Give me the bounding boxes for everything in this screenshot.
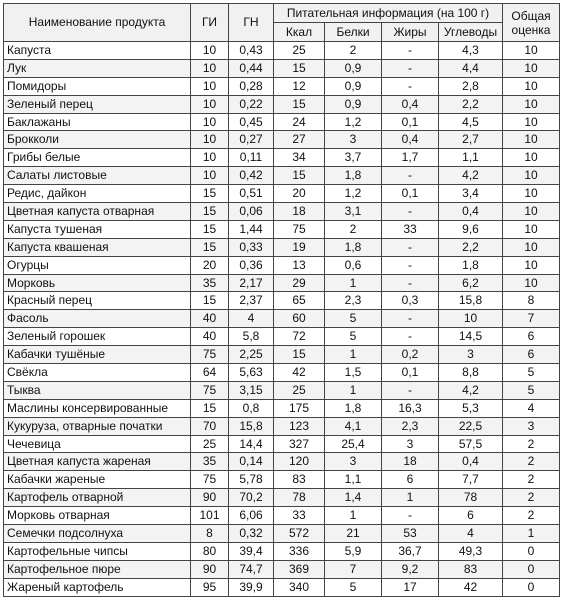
table-row	[4, 417, 560, 435]
cell-protein: 4,1	[325, 417, 382, 435]
table-body	[4, 42, 560, 597]
cell-fat: 0,2	[382, 346, 439, 364]
cell-score: 2	[503, 453, 560, 471]
cell-product-name: Картофель отварной	[4, 489, 191, 507]
table-row	[4, 77, 560, 95]
cell-score: 10	[503, 256, 560, 274]
cell-fat: 3	[382, 435, 439, 453]
cell-gi: 40	[191, 328, 229, 346]
cell-gn: 0,43	[229, 42, 274, 60]
cell-kcal: 24	[274, 113, 325, 131]
cell-gn: 39,9	[229, 578, 274, 596]
cell-gn: 70,2	[229, 489, 274, 507]
table-row	[4, 149, 560, 167]
cell-product-name: Цветная капуста жареная	[4, 453, 191, 471]
cell-score: 5	[503, 364, 560, 382]
cell-fat: -	[382, 274, 439, 292]
cell-fat: -	[382, 59, 439, 77]
cell-protein: 21	[325, 525, 382, 543]
cell-product-name: Кукуруза, отварные початки	[4, 417, 191, 435]
cell-gn: 74,7	[229, 560, 274, 578]
cell-score: 2	[503, 471, 560, 489]
cell-kcal: 336	[274, 542, 325, 560]
cell-kcal: 25	[274, 42, 325, 60]
cell-carbs: 14,5	[439, 328, 503, 346]
cell-protein: 1,2	[325, 113, 382, 131]
cell-gn: 0,32	[229, 525, 274, 543]
table-row	[4, 131, 560, 149]
cell-product-name: Помидоры	[4, 77, 191, 95]
cell-protein: 5,9	[325, 542, 382, 560]
cell-gn: 5,63	[229, 364, 274, 382]
cell-gn: 14,4	[229, 435, 274, 453]
cell-kcal: 123	[274, 417, 325, 435]
cell-score: 0	[503, 542, 560, 560]
table-row	[4, 346, 560, 364]
cell-kcal: 78	[274, 489, 325, 507]
cell-fat: 0,3	[382, 292, 439, 310]
cell-carbs: 2,2	[439, 238, 503, 256]
cell-gn: 39,4	[229, 542, 274, 560]
cell-fat: -	[382, 238, 439, 256]
cell-fat: -	[382, 310, 439, 328]
table-row	[4, 59, 560, 77]
nutrition-table-container	[3, 3, 560, 597]
cell-gn: 0,51	[229, 185, 274, 203]
table-row	[4, 525, 560, 543]
cell-gn: 4	[229, 310, 274, 328]
header-product: Наименование продукта	[4, 4, 191, 42]
cell-protein: 2	[325, 220, 382, 238]
cell-gi: 15	[191, 203, 229, 221]
cell-score: 6	[503, 328, 560, 346]
cell-gi: 15	[191, 238, 229, 256]
cell-gi: 25	[191, 435, 229, 453]
cell-gi: 10	[191, 167, 229, 185]
cell-score: 1	[503, 525, 560, 543]
cell-gi: 20	[191, 256, 229, 274]
cell-product-name: Лук	[4, 59, 191, 77]
cell-score: 2	[503, 435, 560, 453]
table-row	[4, 310, 560, 328]
header-gi: ГИ	[191, 4, 229, 42]
cell-gi: 10	[191, 77, 229, 95]
cell-gi: 10	[191, 149, 229, 167]
cell-gn: 0,36	[229, 256, 274, 274]
cell-kcal: 15	[274, 167, 325, 185]
cell-gi: 75	[191, 471, 229, 489]
cell-score: 10	[503, 220, 560, 238]
cell-kcal: 12	[274, 77, 325, 95]
cell-carbs: 22,5	[439, 417, 503, 435]
cell-kcal: 25	[274, 381, 325, 399]
cell-gn: 0,22	[229, 95, 274, 113]
cell-carbs: 4,4	[439, 59, 503, 77]
cell-carbs: 49,3	[439, 542, 503, 560]
cell-kcal: 34	[274, 149, 325, 167]
cell-gn: 0,45	[229, 113, 274, 131]
cell-kcal: 60	[274, 310, 325, 328]
table-row	[4, 578, 560, 596]
cell-gi: 10	[191, 95, 229, 113]
cell-fat: 0,1	[382, 185, 439, 203]
cell-fat: -	[382, 256, 439, 274]
cell-fat: -	[382, 381, 439, 399]
cell-score: 10	[503, 238, 560, 256]
cell-kcal: 340	[274, 578, 325, 596]
cell-carbs: 78	[439, 489, 503, 507]
cell-kcal: 15	[274, 95, 325, 113]
cell-score: 3	[503, 417, 560, 435]
cell-protein: 1,4	[325, 489, 382, 507]
cell-gi: 8	[191, 525, 229, 543]
cell-product-name: Баклажаны	[4, 113, 191, 131]
table-row	[4, 167, 560, 185]
cell-kcal: 18	[274, 203, 325, 221]
cell-carbs: 0,4	[439, 203, 503, 221]
cell-score: 4	[503, 399, 560, 417]
cell-fat: 6	[382, 471, 439, 489]
table-row	[4, 399, 560, 417]
cell-score: 10	[503, 95, 560, 113]
cell-carbs: 1,1	[439, 149, 503, 167]
cell-gn: 0,14	[229, 453, 274, 471]
cell-kcal: 175	[274, 399, 325, 417]
cell-product-name: Грибы белые	[4, 149, 191, 167]
cell-gi: 10	[191, 113, 229, 131]
header-score: Общая оценка	[503, 4, 560, 42]
cell-kcal: 83	[274, 471, 325, 489]
cell-score: 7	[503, 310, 560, 328]
cell-product-name: Морковь	[4, 274, 191, 292]
table-row	[4, 185, 560, 203]
cell-protein: 3,1	[325, 203, 382, 221]
cell-fat: -	[382, 77, 439, 95]
table-row	[4, 95, 560, 113]
cell-fat: -	[382, 507, 439, 525]
cell-protein: 0,9	[325, 95, 382, 113]
cell-carbs: 3,4	[439, 185, 503, 203]
cell-score: 5	[503, 381, 560, 399]
cell-gn: 3,15	[229, 381, 274, 399]
cell-product-name: Семечки подсолнуха	[4, 525, 191, 543]
cell-carbs: 57,5	[439, 435, 503, 453]
cell-protein: 0,9	[325, 59, 382, 77]
table-row	[4, 471, 560, 489]
cell-gn: 0,8	[229, 399, 274, 417]
table-row	[4, 453, 560, 471]
cell-fat: 36,7	[382, 542, 439, 560]
cell-carbs: 4,5	[439, 113, 503, 131]
cell-protein: 1	[325, 274, 382, 292]
cell-fat: -	[382, 203, 439, 221]
cell-carbs: 83	[439, 560, 503, 578]
table-row	[4, 364, 560, 382]
cell-score: 0	[503, 578, 560, 596]
cell-score: 10	[503, 131, 560, 149]
cell-fat: -	[382, 328, 439, 346]
table-row	[4, 42, 560, 60]
header-kcal: Ккал	[274, 23, 325, 42]
cell-gn: 15,8	[229, 417, 274, 435]
table-row	[4, 489, 560, 507]
header-fat: Жиры	[382, 23, 439, 42]
cell-protein: 25,4	[325, 435, 382, 453]
cell-carbs: 2,8	[439, 77, 503, 95]
cell-kcal: 27	[274, 131, 325, 149]
nutrition-table	[3, 3, 560, 597]
cell-score: 0	[503, 560, 560, 578]
cell-gn: 5,78	[229, 471, 274, 489]
cell-protein: 1	[325, 507, 382, 525]
cell-protein: 3	[325, 131, 382, 149]
cell-kcal: 15	[274, 59, 325, 77]
cell-gi: 64	[191, 364, 229, 382]
cell-gi: 40	[191, 310, 229, 328]
cell-protein: 1,1	[325, 471, 382, 489]
cell-product-name: Кабачки тушёные	[4, 346, 191, 364]
cell-fat: 17	[382, 578, 439, 596]
header-gn: ГН	[229, 4, 274, 42]
cell-carbs: 1,8	[439, 256, 503, 274]
cell-fat: 2,3	[382, 417, 439, 435]
cell-product-name: Чечевица	[4, 435, 191, 453]
cell-gi: 15	[191, 292, 229, 310]
header-row-1	[4, 4, 560, 23]
cell-kcal: 369	[274, 560, 325, 578]
cell-fat: -	[382, 42, 439, 60]
cell-fat: 0,1	[382, 113, 439, 131]
cell-carbs: 4,2	[439, 167, 503, 185]
cell-product-name: Фасоль	[4, 310, 191, 328]
cell-fat: 33	[382, 220, 439, 238]
cell-gi: 15	[191, 399, 229, 417]
cell-product-name: Огурцы	[4, 256, 191, 274]
table-row	[4, 381, 560, 399]
cell-gi: 10	[191, 131, 229, 149]
cell-gi: 10	[191, 42, 229, 60]
cell-protein: 1,8	[325, 167, 382, 185]
cell-product-name: Морковь отварная	[4, 507, 191, 525]
cell-gi: 75	[191, 346, 229, 364]
table-row	[4, 560, 560, 578]
cell-product-name: Брокколи	[4, 131, 191, 149]
cell-product-name: Цветная капуста отварная	[4, 203, 191, 221]
cell-score: 10	[503, 149, 560, 167]
cell-kcal: 20	[274, 185, 325, 203]
cell-carbs: 7,7	[439, 471, 503, 489]
cell-product-name: Зеленый горошек	[4, 328, 191, 346]
cell-score: 6	[503, 346, 560, 364]
cell-product-name: Капуста квашеная	[4, 238, 191, 256]
cell-score: 8	[503, 292, 560, 310]
cell-protein: 5	[325, 328, 382, 346]
cell-carbs: 3	[439, 346, 503, 364]
cell-fat: 9,2	[382, 560, 439, 578]
cell-score: 2	[503, 507, 560, 525]
cell-gi: 35	[191, 453, 229, 471]
cell-score: 10	[503, 113, 560, 131]
cell-protein: 3,7	[325, 149, 382, 167]
cell-protein: 1	[325, 381, 382, 399]
cell-carbs: 4,3	[439, 42, 503, 60]
cell-product-name: Картофельное пюре	[4, 560, 191, 578]
cell-score: 10	[503, 42, 560, 60]
cell-fat: 1	[382, 489, 439, 507]
cell-gi: 101	[191, 507, 229, 525]
cell-kcal: 29	[274, 274, 325, 292]
cell-carbs: 8,8	[439, 364, 503, 382]
table-row	[4, 274, 560, 292]
cell-score: 10	[503, 185, 560, 203]
cell-fat: 0,1	[382, 364, 439, 382]
cell-carbs: 6,2	[439, 274, 503, 292]
cell-kcal: 13	[274, 256, 325, 274]
cell-gi: 90	[191, 560, 229, 578]
cell-kcal: 327	[274, 435, 325, 453]
cell-gn: 2,17	[229, 274, 274, 292]
cell-fat: 0,4	[382, 131, 439, 149]
header-nutrition-group: Питательная информация (на 100 г)	[274, 4, 503, 23]
cell-carbs: 10	[439, 310, 503, 328]
cell-score: 10	[503, 274, 560, 292]
cell-gn: 2,37	[229, 292, 274, 310]
cell-kcal: 65	[274, 292, 325, 310]
cell-product-name: Кабачки жареные	[4, 471, 191, 489]
cell-protein: 0,6	[325, 256, 382, 274]
cell-product-name: Картофельные чипсы	[4, 542, 191, 560]
cell-gi: 15	[191, 220, 229, 238]
cell-carbs: 6	[439, 507, 503, 525]
cell-gi: 80	[191, 542, 229, 560]
cell-carbs: 15,8	[439, 292, 503, 310]
cell-protein: 3	[325, 453, 382, 471]
cell-carbs: 2,7	[439, 131, 503, 149]
cell-gn: 0,44	[229, 59, 274, 77]
cell-product-name: Тыква	[4, 381, 191, 399]
cell-product-name: Красный перец	[4, 292, 191, 310]
cell-gn: 0,11	[229, 149, 274, 167]
cell-carbs: 9,6	[439, 220, 503, 238]
cell-protein: 1,8	[325, 238, 382, 256]
cell-gn: 2,25	[229, 346, 274, 364]
cell-carbs: 5,3	[439, 399, 503, 417]
cell-gi: 70	[191, 417, 229, 435]
table-row	[4, 113, 560, 131]
cell-fat: 18	[382, 453, 439, 471]
cell-score: 10	[503, 59, 560, 77]
cell-gn: 0,27	[229, 131, 274, 149]
cell-kcal: 75	[274, 220, 325, 238]
cell-product-name: Свёкла	[4, 364, 191, 382]
cell-product-name: Маслины консервированные	[4, 399, 191, 417]
cell-protein: 7	[325, 560, 382, 578]
cell-product-name: Капуста	[4, 42, 191, 60]
cell-carbs: 4,2	[439, 381, 503, 399]
cell-gn: 0,28	[229, 77, 274, 95]
header-carbs: Углеводы	[439, 23, 503, 42]
cell-product-name: Капуста тушеная	[4, 220, 191, 238]
cell-gi: 35	[191, 274, 229, 292]
cell-kcal: 42	[274, 364, 325, 382]
cell-gn: 5,8	[229, 328, 274, 346]
cell-kcal: 72	[274, 328, 325, 346]
cell-kcal: 15	[274, 346, 325, 364]
cell-gi: 10	[191, 59, 229, 77]
cell-gn: 0,06	[229, 203, 274, 221]
cell-gn: 1,44	[229, 220, 274, 238]
table-row	[4, 542, 560, 560]
cell-carbs: 42	[439, 578, 503, 596]
table-row	[4, 328, 560, 346]
cell-protein: 0,9	[325, 77, 382, 95]
cell-protein: 1,2	[325, 185, 382, 203]
cell-fat: 16,3	[382, 399, 439, 417]
cell-product-name: Жареный картофель	[4, 578, 191, 596]
table-row	[4, 256, 560, 274]
cell-gi: 15	[191, 185, 229, 203]
cell-product-name: Зеленый перец	[4, 95, 191, 113]
cell-fat: 1,7	[382, 149, 439, 167]
cell-gn: 0,33	[229, 238, 274, 256]
cell-gn: 0,42	[229, 167, 274, 185]
cell-score: 10	[503, 203, 560, 221]
cell-carbs: 4	[439, 525, 503, 543]
cell-protein: 1,5	[325, 364, 382, 382]
cell-protein: 1,8	[325, 399, 382, 417]
cell-product-name: Салаты листовые	[4, 167, 191, 185]
cell-fat: -	[382, 167, 439, 185]
table-row	[4, 203, 560, 221]
cell-product-name: Редис, дайкон	[4, 185, 191, 203]
cell-protein: 2,3	[325, 292, 382, 310]
table-row	[4, 435, 560, 453]
table-row	[4, 238, 560, 256]
table-row	[4, 220, 560, 238]
table-row	[4, 292, 560, 310]
cell-gn: 6,06	[229, 507, 274, 525]
cell-carbs: 2,2	[439, 95, 503, 113]
cell-kcal: 19	[274, 238, 325, 256]
cell-kcal: 120	[274, 453, 325, 471]
cell-kcal: 572	[274, 525, 325, 543]
cell-protein: 1	[325, 346, 382, 364]
cell-kcal: 33	[274, 507, 325, 525]
cell-protein: 5	[325, 310, 382, 328]
cell-score: 2	[503, 489, 560, 507]
cell-fat: 53	[382, 525, 439, 543]
cell-protein: 2	[325, 42, 382, 60]
cell-gi: 90	[191, 489, 229, 507]
cell-score: 10	[503, 77, 560, 95]
cell-gi: 75	[191, 381, 229, 399]
cell-carbs: 0,4	[439, 453, 503, 471]
cell-score: 10	[503, 167, 560, 185]
header-protein: Белки	[325, 23, 382, 42]
cell-fat: 0,4	[382, 95, 439, 113]
table-row	[4, 507, 560, 525]
cell-protein: 5	[325, 578, 382, 596]
cell-gi: 95	[191, 578, 229, 596]
